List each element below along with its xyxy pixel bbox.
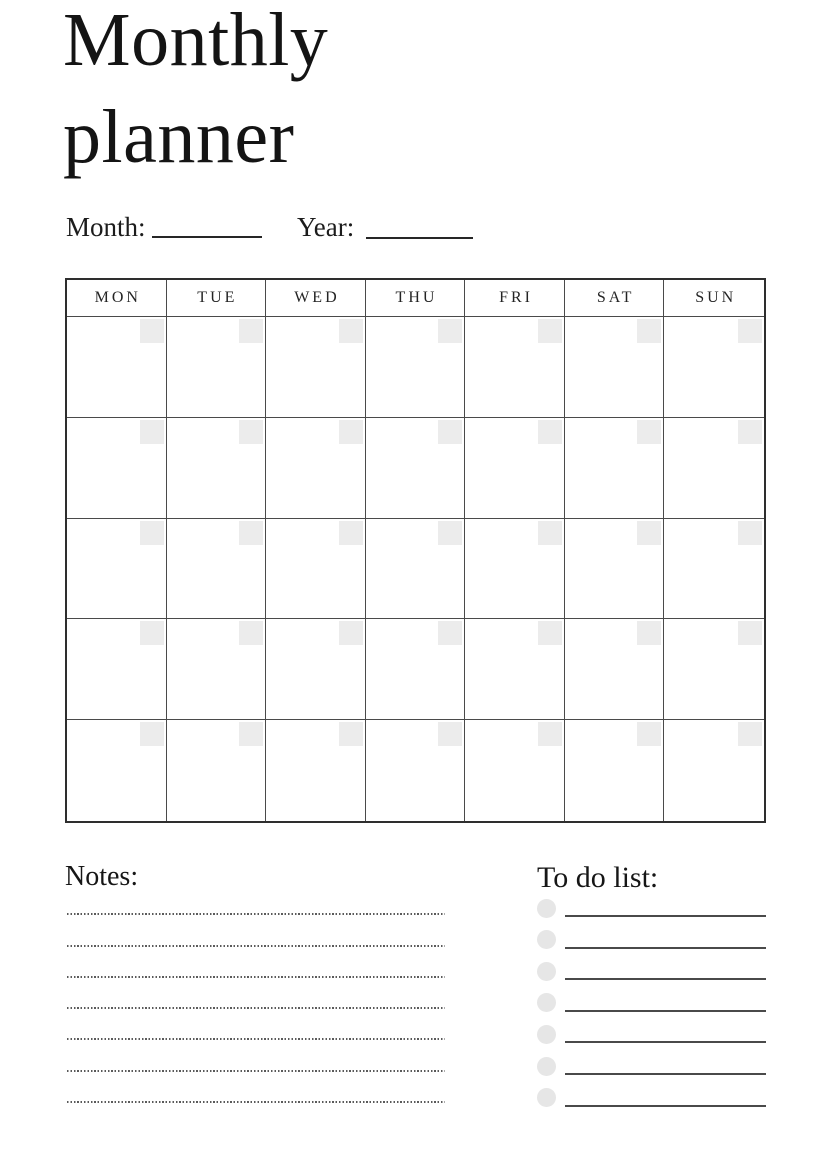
todo-row (537, 886, 766, 918)
calendar-day-cell[interactable] (366, 720, 466, 821)
todo-line[interactable] (565, 947, 766, 949)
calendar-day-cell[interactable] (664, 619, 764, 720)
calendar-day-cell[interactable] (67, 519, 167, 620)
todo-line[interactable] (565, 1041, 766, 1043)
calendar-day-cell[interactable] (67, 720, 167, 821)
day-number-marker (339, 621, 363, 645)
calendar-day-cell[interactable] (366, 317, 466, 418)
day-number-marker (738, 521, 762, 545)
calendar-day-cell[interactable] (465, 317, 565, 418)
todo-bullet-icon (537, 930, 556, 949)
day-number-marker (738, 319, 762, 343)
todo-bullet-icon (537, 962, 556, 981)
todo-row (537, 1044, 766, 1076)
todo-line[interactable] (565, 1073, 766, 1075)
calendar-day-cell[interactable] (266, 619, 366, 720)
day-number-marker (738, 722, 762, 746)
todo-line[interactable] (565, 915, 766, 917)
day-number-marker (438, 521, 462, 545)
notes-line[interactable] (67, 1072, 445, 1103)
calendar-day-cell[interactable] (167, 720, 267, 821)
day-number-marker (538, 319, 562, 343)
calendar-day-cell[interactable] (465, 720, 565, 821)
day-number-marker (738, 621, 762, 645)
month-input-line[interactable] (152, 236, 262, 238)
weekday-header-fri: FRI (465, 280, 565, 317)
notes-heading: Notes: (65, 861, 139, 892)
page-title-line2: planner (63, 95, 295, 179)
calendar-day-cell[interactable] (67, 619, 167, 720)
day-number-marker (637, 621, 661, 645)
calendar-day-cell[interactable] (366, 519, 466, 620)
todo-bullet-icon (537, 1088, 556, 1107)
notes-line[interactable] (67, 1040, 445, 1071)
todo-row (537, 981, 766, 1013)
todo-bullet-icon (537, 993, 556, 1012)
month-label: Month: (66, 212, 146, 242)
day-number-marker (140, 722, 164, 746)
calendar-day-cell[interactable] (565, 720, 665, 821)
calendar-day-cell[interactable] (67, 418, 167, 519)
todo-heading: To do list: (537, 861, 659, 894)
calendar-grid (65, 278, 766, 823)
notes-line[interactable] (67, 884, 445, 915)
day-number-marker (538, 621, 562, 645)
weekday-header-thu: THU (366, 280, 466, 317)
calendar-day-cell[interactable] (664, 418, 764, 519)
notes-line[interactable] (67, 1009, 445, 1040)
notes-line[interactable] (67, 947, 445, 978)
notes-lines (67, 884, 445, 1103)
day-number-marker (438, 621, 462, 645)
page-title (63, 0, 328, 186)
calendar-day-cell[interactable] (167, 418, 267, 519)
day-number-marker (438, 319, 462, 343)
calendar-day-cell[interactable] (565, 317, 665, 418)
calendar-day-cell[interactable] (664, 317, 764, 418)
day-number-marker (637, 521, 661, 545)
todo-row (537, 918, 766, 950)
day-number-marker (339, 722, 363, 746)
calendar-day-cell[interactable] (366, 418, 466, 519)
calendar-day-cell[interactable] (266, 519, 366, 620)
day-number-marker (438, 420, 462, 444)
todo-line[interactable] (565, 1010, 766, 1012)
todo-row (537, 1012, 766, 1044)
calendar-day-cell[interactable] (664, 720, 764, 821)
calendar-day-cell[interactable] (266, 418, 366, 519)
calendar-day-cell[interactable] (565, 619, 665, 720)
calendar-day-cell[interactable] (366, 619, 466, 720)
todo-bullet-icon (537, 899, 556, 918)
calendar-day-cell[interactable] (565, 519, 665, 620)
calendar-day-cell[interactable] (465, 418, 565, 519)
day-number-marker (339, 319, 363, 343)
notes-line[interactable] (67, 915, 445, 946)
weekday-header-mon: MON (67, 280, 167, 317)
calendar-day-cell[interactable] (266, 720, 366, 821)
day-number-marker (738, 420, 762, 444)
year-label: Year: (297, 212, 355, 242)
todo-bullet-icon (537, 1057, 556, 1076)
day-number-marker (538, 521, 562, 545)
todo-list (537, 886, 766, 1107)
day-number-marker (637, 722, 661, 746)
weekday-header-sun: SUN (664, 280, 764, 317)
todo-row (537, 949, 766, 981)
year-input-line[interactable] (366, 237, 473, 239)
todo-bullet-icon (537, 1025, 556, 1044)
todo-line[interactable] (565, 1105, 766, 1107)
day-number-marker (140, 521, 164, 545)
day-number-marker (239, 319, 263, 343)
calendar-day-cell[interactable] (167, 317, 267, 418)
day-number-marker (140, 621, 164, 645)
calendar-day-cell[interactable] (565, 418, 665, 519)
day-number-marker (637, 420, 661, 444)
calendar-day-cell[interactable] (465, 619, 565, 720)
day-number-marker (339, 420, 363, 444)
day-number-marker (239, 521, 263, 545)
calendar-day-cell[interactable] (167, 519, 267, 620)
day-number-marker (239, 621, 263, 645)
day-number-marker (239, 420, 263, 444)
calendar-day-cell[interactable] (664, 519, 764, 620)
day-number-marker (339, 521, 363, 545)
day-number-marker (637, 319, 661, 343)
calendar-day-cell[interactable] (167, 619, 267, 720)
weekday-header-wed: WED (266, 280, 366, 317)
day-number-marker (239, 722, 263, 746)
weekday-header-tue: TUE (167, 280, 267, 317)
day-number-marker (538, 420, 562, 444)
day-number-marker (538, 722, 562, 746)
notes-line[interactable] (67, 978, 445, 1009)
todo-line[interactable] (565, 978, 766, 980)
todo-row (537, 1076, 766, 1108)
calendar-day-cell[interactable] (266, 317, 366, 418)
calendar-day-cell[interactable] (465, 519, 565, 620)
page-title-line1: Monthly (63, 0, 329, 82)
weekday-header-sat: SAT (565, 280, 665, 317)
day-number-marker (140, 319, 164, 343)
calendar-day-cell[interactable] (67, 317, 167, 418)
day-number-marker (438, 722, 462, 746)
day-number-marker (140, 420, 164, 444)
